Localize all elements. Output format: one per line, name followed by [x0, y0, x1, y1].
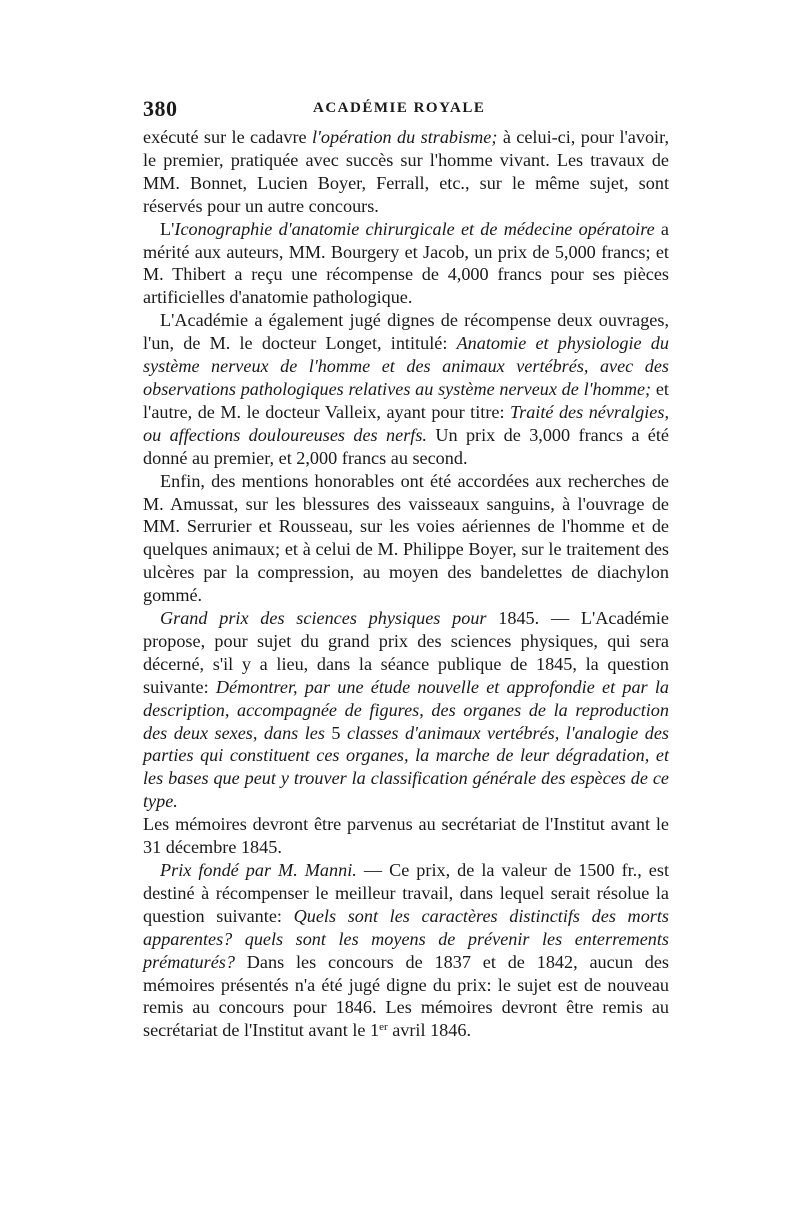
- italic-text: classes d'animaux vertébrés, l'analogie des parties qui constituent ces organes, la marche de leur dégradation, et les bases que peut y trouver la classification générale des espèces de ce type.: [143, 722, 670, 812]
- running-head: ACADÉMIE ROYALE: [313, 100, 486, 116]
- paragraph: [143, 470, 669, 607]
- text-run: Enfin, des mentions honorables ont été accordées aux recherches de M. Amussat, sur les blessures des vaisseaux sanguins, à l'ouvrage de MM. Serrurier et Rousseau, sur les voies aériennes de l'homme et de quelques animaux; et à celui de M. Philippe Boyer, sur le traitement des ulcères par la compression, au moyen des bandelettes de diachylon gommé.: [143, 470, 669, 606]
- superscript-text: er: [379, 1021, 388, 1034]
- text-run: 5: [324, 722, 347, 743]
- text-run: L': [160, 218, 175, 239]
- paragraph: [143, 607, 669, 813]
- text-run: a mérité aux auteurs, MM. Bourgery et Jacob, un prix de 5,000 francs; et M. Thibert a reçu une récompense de 4,000 francs pour ses pièces artificielles d'anatomie pathologique.: [143, 218, 669, 308]
- book-page: [143, 96, 669, 1042]
- text-run: 1845. — L'Académie propose, pour sujet du grand prix des sciences physiques, qui sera décerné, s'il y a lieu, dans la séance publique de 1845, la question suivante:: [143, 608, 670, 697]
- paragraph: [143, 813, 669, 859]
- text-run: avril 1846.: [387, 1020, 471, 1041]
- text-run: L'Académie a également jugé dignes de récompense deux ouvrages, l'un, de M. le docteur Longet, intitulé:: [143, 310, 669, 354]
- text-run: Dans les concours de 1837 et de 1842, aucun des mémoires présentés n'a été jugé digne du prix: le sujet est de nouveau remis au concours pour 1846. Les mémoires devront être remis au secrétariat de l'Institut avant le 1: [143, 951, 669, 1041]
- text-run: à celui-ci, pour l'avoir, le premier, pratiquée avec succès sur l'homme vivant. Les travaux de MM. Bonnet, Lucien Boyer, Ferrall, etc., sur le même sujet, sont réservés pour un autre concours.: [143, 127, 669, 216]
- page-header: [143, 96, 669, 124]
- italic-text: Quels sont les caractères distinctifs des morts apparentes? quels sont les moyens de prévenir les enterrements prématurés?: [143, 905, 669, 972]
- italic-text: Grand prix des sciences physiques pour: [160, 608, 487, 629]
- italic-text: Iconographie d'anatomie chirurgicale et de médecine opératoire: [174, 218, 655, 239]
- text-run: Les mémoires devront être parvenus au secrétariat de l'Institut avant le 31 décembre 1845.: [143, 814, 669, 858]
- paragraph: [143, 218, 669, 310]
- paragraph: [143, 126, 669, 218]
- italic-text: Démontrer, par une étude nouvelle et approfondie et par la description, accompagnée de figures, des organes de la reproduction des deux sexes, dans les: [143, 676, 669, 743]
- body-text: [143, 126, 669, 1042]
- text-run: Un prix de 3,000 francs a été donné au premier, et 2,000 francs au second.: [143, 424, 669, 468]
- paragraph: [143, 859, 669, 1042]
- italic-text: Traité des névralgies, ou affections douloureuses des nerfs.: [143, 401, 669, 445]
- italic-text: Prix fondé par M. Manni.: [160, 860, 357, 880]
- italic-text: Anatomie et physiologie du système nerveux de l'homme et des animaux vertébrés, avec des observations pathologiques relatives au système nerveux de l'homme;: [143, 333, 669, 399]
- italic-text: l'opération du strabisme;: [311, 127, 498, 147]
- text-run: exécuté sur le cadavre: [143, 127, 312, 147]
- text-run: et l'autre, de M. le docteur Valleix, ayant pour titre:: [143, 378, 669, 422]
- page-number: 380: [143, 96, 178, 121]
- paragraph: [143, 309, 669, 469]
- text-run: — Ce prix, de la valeur de 1500 fr., est destiné à récompenser le meilleur travail, dans lequel serait résolue la question suivante:: [143, 860, 670, 926]
